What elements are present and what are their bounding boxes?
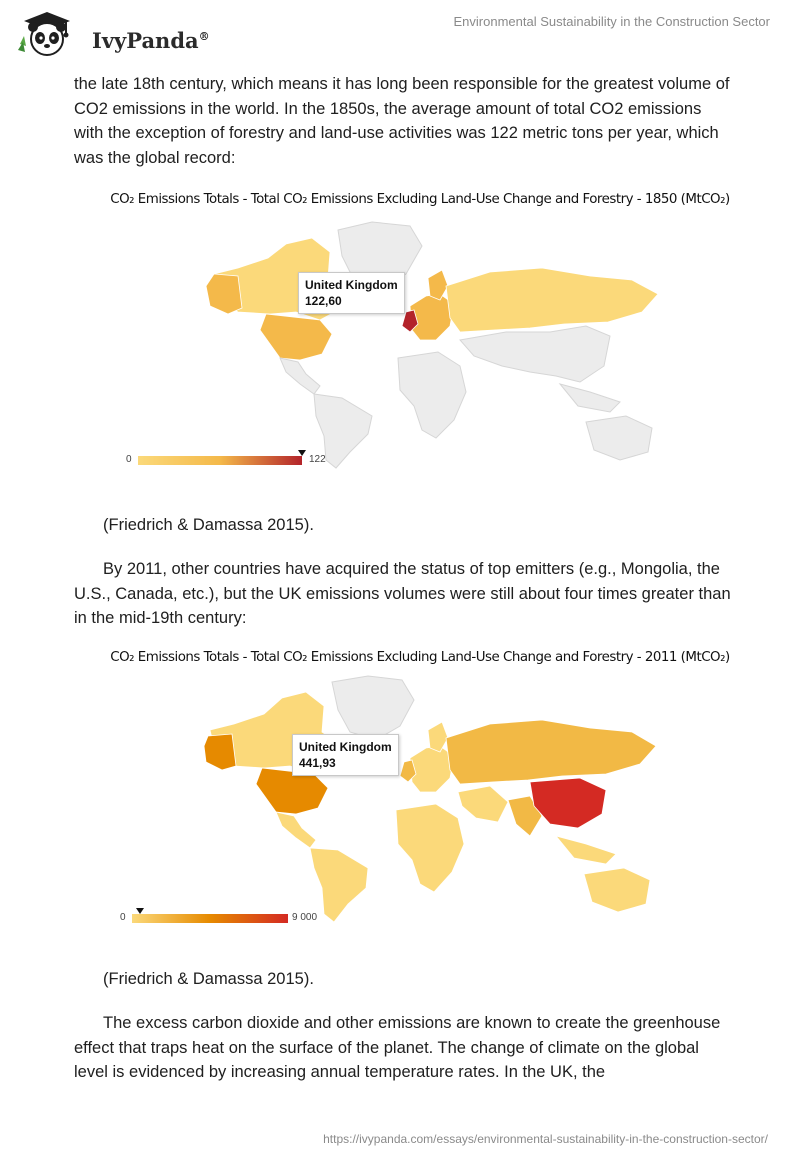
body-paragraph-3: The excess carbon dioxide and other emissions are known to create the greenhouse effect that traps heat on the surface of the planet. The change of climate on the global level is evidenced by increasing annual temperature rates. In the UK, the <box>74 1014 721 1081</box>
europe-shape <box>410 294 454 340</box>
ivypanda-logo[interactable] <box>14 8 234 58</box>
africa-shape <box>396 804 464 892</box>
world-map-2011 <box>110 674 730 928</box>
russia-shape <box>446 720 656 784</box>
europe-shape <box>410 746 454 792</box>
legend-marker-1850 <box>298 450 306 456</box>
page-header <box>0 0 800 66</box>
alaska-shape <box>204 734 236 770</box>
asia-south-shape <box>460 326 610 382</box>
middle-east-shape <box>458 786 508 822</box>
legend-max-1850: 122 <box>309 454 326 465</box>
body-paragraph-2: By 2011, other countries have acquired the status of top emitters (e.g., Mongolia, the U.S., Canada, etc.), but the UK emissions volumes were still about four times greater than in the mid-19th century: <box>74 560 731 627</box>
russia-shape <box>446 268 658 332</box>
southeast-asia-shape <box>556 836 616 864</box>
legend-min-2011: 0 <box>120 912 126 923</box>
map-tooltip-2011 <box>292 734 399 776</box>
legend-max-2011: 9 000 <box>292 912 318 923</box>
source-url[interactable]: https://ivypanda.com/essays/environmental-sustainability-in-the-construction-sector/ <box>323 1132 768 1146</box>
tooltip-value: 441,93 <box>299 756 336 770</box>
greenland-shape <box>332 676 414 740</box>
china-shape <box>530 778 606 828</box>
world-map-1850 <box>110 216 730 470</box>
southeast-asia-shape <box>560 384 620 412</box>
map-title-2011: CO₂ Emissions Totals - Total CO₂ Emissions Excluding Land-Use Change and Forestry - 2011 (MtCO₂) <box>110 650 730 665</box>
registered-mark: ® <box>198 30 210 43</box>
africa-shape <box>398 352 466 438</box>
legend-marker-2011 <box>136 908 144 914</box>
scandinavia-shape <box>428 722 448 752</box>
map-figure-1850 <box>110 190 730 480</box>
document-title: Environmental Sustainability in the Construction Sector <box>453 14 770 29</box>
panda-icon <box>14 8 80 58</box>
map-title-1850: CO₂ Emissions Totals - Total CO₂ Emissions Excluding Land-Use Change and Forestry - 1850 (MtCO₂) <box>110 192 730 207</box>
mexico-shape <box>280 358 320 394</box>
brand-name: IvyPanda® <box>92 28 210 53</box>
legend-gradient-1850 <box>138 456 302 465</box>
map-tooltip-1850 <box>298 272 405 314</box>
tooltip-value: 122,60 <box>305 294 342 308</box>
legend-min-1850: 0 <box>126 454 132 465</box>
map-figure-2011 <box>110 648 730 936</box>
tooltip-country: United Kingdom <box>305 278 398 292</box>
alaska-shape <box>206 274 242 314</box>
scandinavia-shape <box>428 270 448 300</box>
south-america-shape <box>310 848 368 922</box>
usa-shape <box>260 314 332 360</box>
citation-2: (Friedrich & Damassa 2015). <box>103 970 314 988</box>
citation-1: (Friedrich & Damassa 2015). <box>103 516 314 534</box>
mexico-shape <box>276 812 316 848</box>
legend-gradient-2011 <box>132 914 288 923</box>
australia-shape <box>584 868 650 912</box>
body-paragraph-1: the late 18th century, which means it has long been responsible for the greatest volume of CO2 emissions in the world. In the 1850s, the average amount of total CO2 emissions with the exception of forestry and land-use activities was 122 metric tons per year, which was the global record: <box>74 75 730 167</box>
australia-shape <box>586 416 652 460</box>
tooltip-country: United Kingdom <box>299 740 392 754</box>
